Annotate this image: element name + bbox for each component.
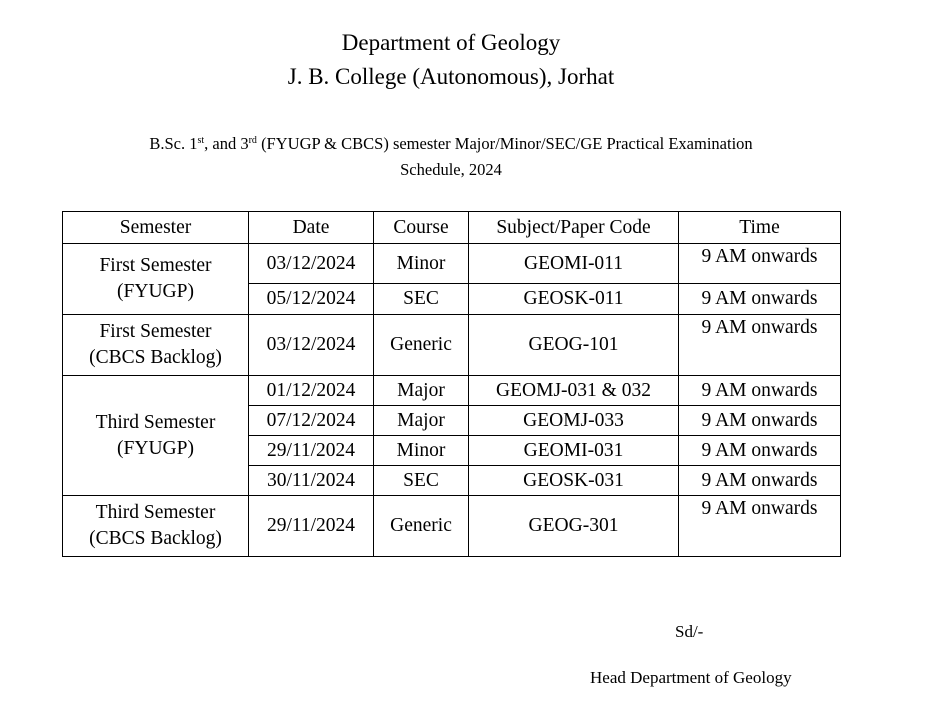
semester-line1: Third Semester <box>95 411 216 433</box>
header-code: Subject/Paper Code <box>469 212 679 244</box>
date-cell: 03/12/2024 <box>249 315 374 376</box>
department-title: Department of Geology <box>341 30 561 55</box>
schedule-subtitle <box>0 131 902 157</box>
course-cell: Major <box>374 376 469 406</box>
time-cell: 9 AM onwards <box>679 496 841 557</box>
time-cell: 9 AM onwards <box>679 466 841 496</box>
course-cell: SEC <box>374 284 469 315</box>
semester-cell <box>63 496 249 557</box>
semester-line2: (CBCS Backlog) <box>89 528 222 549</box>
course-cell: Minor <box>374 244 469 284</box>
code-cell: GEOMJ-031 & 032 <box>469 376 679 406</box>
semester-line2: (FYUGP) <box>117 437 194 459</box>
semester-line2: (FYUGP) <box>117 281 194 302</box>
table-row <box>63 496 841 557</box>
subtitle-rest: (FYUGP & CBCS) semester Major/Minor/SEC/GE Practical Examination <box>256 134 753 153</box>
header-time: Time <box>679 212 841 244</box>
time-cell: 9 AM onwards <box>679 284 841 315</box>
date-cell: 07/12/2024 <box>249 406 374 436</box>
semester-cell <box>63 376 249 496</box>
college-title: J. B. College (Autonomous), Jorhat <box>287 64 615 89</box>
course-cell: SEC <box>374 466 469 496</box>
header-semester: Semester <box>63 212 249 244</box>
code-cell: GEOSK-011 <box>469 284 679 315</box>
date-cell: 05/12/2024 <box>249 284 374 315</box>
table-row <box>63 315 841 376</box>
date-cell: 29/11/2024 <box>249 496 374 557</box>
date-cell: 03/12/2024 <box>249 244 374 284</box>
semester-line1: First Semester <box>99 321 212 342</box>
code-cell: GEOSK-031 <box>469 466 679 496</box>
signature-designation: Head Department of Geology <box>590 668 792 687</box>
time-cell: 9 AM onwards <box>679 436 841 466</box>
time-cell: 9 AM onwards <box>679 315 841 376</box>
date-cell: 30/11/2024 <box>249 466 374 496</box>
subtitle-mid: , and 3 <box>204 134 249 153</box>
code-cell: GEOG-101 <box>469 315 679 376</box>
semester-cell <box>63 315 249 376</box>
signature-sd: Sd/- <box>675 622 704 641</box>
course-cell: Generic <box>374 315 469 376</box>
time-cell: 9 AM onwards <box>679 376 841 406</box>
header-course: Course <box>374 212 469 244</box>
schedule-table <box>62 211 841 557</box>
semester-cell <box>63 244 249 315</box>
semester-line2: (CBCS Backlog) <box>89 347 222 368</box>
code-cell: GEOG-301 <box>469 496 679 557</box>
semester-line1: Third Semester <box>95 502 216 523</box>
code-cell: GEOMI-011 <box>469 244 679 284</box>
table-row <box>63 376 841 406</box>
time-cell: 9 AM onwards <box>679 244 841 284</box>
schedule-subtitle-line2: Schedule, 2024 <box>400 160 502 179</box>
table-header-row <box>63 212 841 244</box>
course-cell: Generic <box>374 496 469 557</box>
table-row <box>63 244 841 284</box>
subtitle-sup-third: rd <box>248 135 257 146</box>
course-cell: Major <box>374 406 469 436</box>
date-cell: 29/11/2024 <box>249 436 374 466</box>
code-cell: GEOMI-031 <box>469 436 679 466</box>
time-cell: 9 AM onwards <box>679 406 841 436</box>
subtitle-prefix: B.Sc. 1 <box>149 134 198 153</box>
semester-line1: First Semester <box>99 255 212 276</box>
header-date: Date <box>249 212 374 244</box>
subtitle-sup-first: st <box>197 135 205 146</box>
course-cell: Minor <box>374 436 469 466</box>
date-cell: 01/12/2024 <box>249 376 374 406</box>
code-cell: GEOMJ-033 <box>469 406 679 436</box>
